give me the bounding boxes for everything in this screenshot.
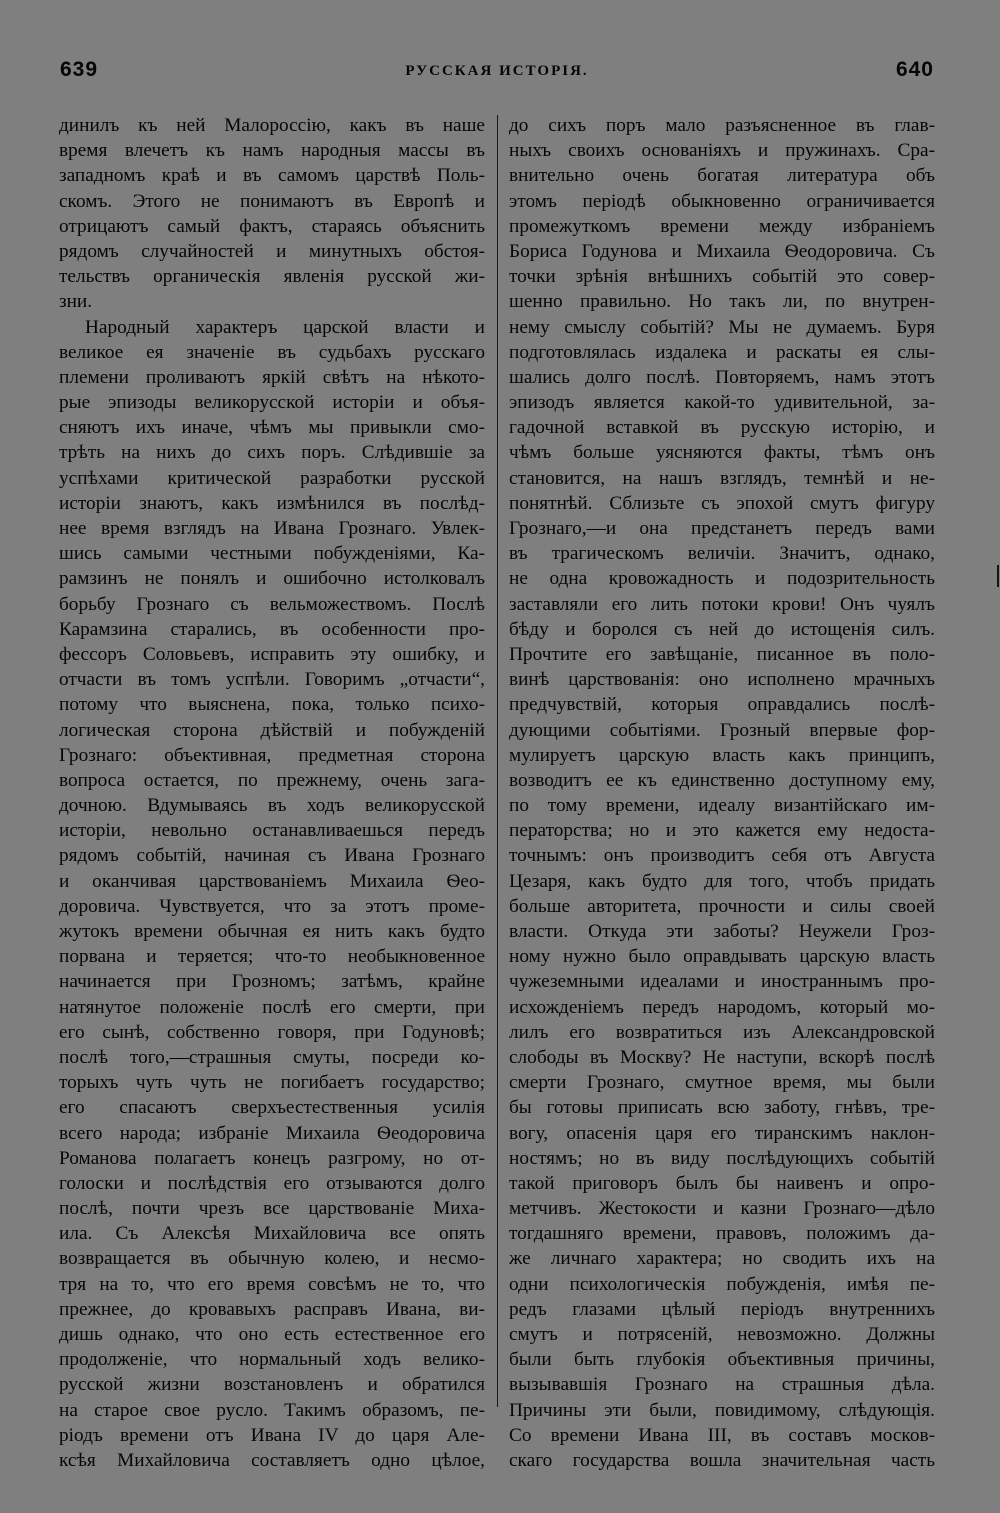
text-line: становится, на нашъ взглядъ, темнѣй и не- (509, 467, 935, 489)
text-line: динилъ къ ней Малороссію, какъ въ наше (59, 115, 485, 136)
text-line: ностямъ; но въ виду послѣдующихъ событій (509, 1147, 935, 1169)
text-line: рые эпизоды великорусской исторіи и объя- (59, 392, 485, 414)
text-line: ксѣя Михайловича составляетъ одно цѣлое, (59, 1449, 485, 1471)
left-text-column (59, 113, 485, 1473)
text-line: фессоръ Соловьевъ, исправить эту ошибку, и (59, 643, 485, 665)
text-line: время влечетъ къ намъ народныя массы въ (59, 140, 485, 162)
text-line: отчасти въ томъ успѣли. Говоримъ „отчасти“, (59, 669, 485, 691)
text-line: порвана и теряется; что-то необыкновенное (59, 946, 485, 968)
text-line: этомъ періодѣ обыкновенно ограничивается (509, 190, 935, 212)
right-text-column (509, 113, 935, 1473)
text-line: Причины эти были, повидимому, слѣдующія. (509, 1399, 935, 1421)
text-line: исторіи знаютъ, какъ измѣнился въ послѣд- (59, 492, 485, 514)
text-line: исторіи, невольно останавливаешься передъ (59, 820, 485, 842)
text-line: шались долго послѣ. Повторяемъ, намъ этотъ (509, 366, 935, 388)
text-line: шенно правильно. Но такъ ли, по внутрен- (509, 291, 935, 313)
text-line: жутокъ времени обычная ея нить какъ будто (59, 921, 485, 942)
text-line: возвращается въ обычную колею, и несмо- (59, 1248, 485, 1270)
text-line: возводитъ ее къ единственно доступному ему, (509, 769, 935, 791)
text-line: дочною. Вдумываясь въ ходъ великорусской (59, 795, 485, 817)
text-line: его спасаютъ сверхъестественныя усилія (59, 1097, 485, 1119)
text-line: одни психологическія побужденія, имѣя пе- (509, 1273, 935, 1295)
text-line: такой приговоръ былъ бы наивенъ и опро- (509, 1172, 935, 1194)
text-line: всего народа; избраніе Михаила Ѳеодоровича (59, 1122, 485, 1144)
text-line: бы готовы приписать всю заботу, гнѣвъ, тре- (509, 1097, 935, 1119)
text-line: доровича. Чувствуется, что за этотъ проме- (59, 895, 485, 917)
text-line: винѣ царствованія: оно исполнено мрачныхъ (509, 669, 935, 691)
text-line: трѣть на нихъ до сихъ поръ. Слѣдившіе за (59, 442, 485, 464)
text-line: ному нужно было оправдывать царскую власть (509, 946, 935, 968)
text-line: Грознаго: объективная, предметная сторона (59, 744, 485, 766)
text-line: эпизодъ является какой-то удивительной, за- (509, 392, 935, 414)
text-line: его сынѣ, собственно говоря, при Годуновѣ; (59, 1021, 485, 1043)
text-line: мулируетъ царскую власть какъ принципъ, (509, 744, 935, 766)
text-line: и оканчивая царствованіемъ Михаила Ѳео- (59, 870, 485, 892)
text-line: дующими событіями. Грозный впервые фор- (509, 719, 935, 741)
text-line: власти. Откуда эти заботы? Неужели Гроз- (509, 921, 935, 942)
text-line: тря на то, что его время совсѣмъ не то, что (59, 1273, 485, 1295)
text-line: нее время взглядъ на Ивана Грознаго. Увлек- (59, 518, 485, 539)
text-line: западномъ краѣ и въ самомъ царствѣ Поль- (59, 165, 485, 187)
text-line: Грознаго,—и она предстанетъ передъ вами (509, 518, 935, 539)
text-line: Прочтите его завѣщаніе, писанное въ поло- (509, 643, 935, 665)
text-line: натянутое положеніе послѣ его смерти, при (59, 996, 485, 1018)
text-line: метчивъ. Жестокости и казни Грознаго—дѣло (509, 1198, 935, 1220)
text-line: шись самыми честными побужденіями, Ка- (59, 543, 485, 565)
text-line: тельствъ органическія явленія русской жи- (59, 266, 485, 288)
text-line: скаго государства вошла значительная часть (509, 1449, 935, 1471)
text-line: племени проливаютъ яркій свѣтъ на нѣкото- (59, 366, 485, 388)
text-line: не одна кровожадность и подозрительность (509, 568, 935, 590)
text-line: вызывавшія Грознаго на страшныя дѣла. (509, 1374, 935, 1396)
text-line: больше авторитета, прочности и силы своей (509, 895, 935, 917)
text-line: ріодъ времени отъ Ивана IV до царя Але- (59, 1424, 485, 1446)
text-line: прежнее, до кровавыхъ расправъ Ивана, ви- (59, 1298, 485, 1320)
text-line: рядомъ событій, начиная съ Ивана Грознаго (59, 845, 485, 867)
text-line: Бориса Годунова и Михаила Ѳеодоровича. Съ (509, 240, 935, 262)
text-line: Цезаря, какъ будто для того, чтобъ придать (509, 870, 935, 892)
text-line: зни. (59, 291, 93, 313)
text-line: голоски и послѣдствія его отзываются долго (59, 1172, 485, 1194)
text-line: слободы въ Москву? Не наступи, вскорѣ послѣ (509, 1046, 935, 1068)
text-line: потому что выяснена, пока, только психо- (59, 694, 485, 716)
text-line: ныхъ своихъ основаніяхъ и пружинахъ. Сра- (509, 140, 935, 162)
text-line: точки зрѣнія внѣшнихъ событій это совер- (509, 266, 935, 288)
text-line: великое ея значеніе въ судьбахъ русскаго (59, 341, 485, 363)
text-line: чѣмъ больше уясняются факты, тѣмъ онъ (509, 442, 935, 464)
page-header (60, 58, 934, 88)
running-title: РУССКАЯ ИСТОРІЯ. (405, 63, 589, 79)
text-line: нему смыслу событій? Мы не думаемъ. Буря (509, 316, 935, 338)
text-line: промежуткомъ времени между избраніемъ (509, 215, 935, 237)
text-line: ператорства; но и это кажется ему недоста- (509, 820, 935, 842)
text-line: гадочной вставкой въ русскую исторію, и (509, 417, 935, 439)
text-line: успѣхами критической разработки русской (59, 467, 485, 489)
text-line: бѣду и боролся съ ней до истощенія силъ. (509, 618, 935, 640)
text-line: послѣ, почти чрезъ все царствованіе Миха- (59, 1198, 485, 1220)
text-line: вопроса остается, по прежнему, очень зага- (59, 769, 485, 791)
text-line: логическая сторона дѣйствій и побужденій (59, 719, 485, 741)
text-line: русской жизни возстановленъ и обратился (59, 1374, 485, 1396)
text-line: редъ глазами цѣлый періодъ внутреннихъ (509, 1298, 935, 1320)
text-line: ила. Съ Алексѣя Михайловича все опять (59, 1223, 485, 1245)
text-line: въ трагическомъ величіи. Значитъ, однако, (509, 543, 935, 565)
text-line: начинается при Грозномъ; затѣмъ, крайне (59, 971, 485, 993)
text-line: смерти Грознаго, смутное время, мы были (509, 1072, 935, 1094)
text-line: предчувствій, которыя оправдались послѣ- (509, 694, 935, 716)
text-line: заставляли его лить потоки крови! Онъ чуялъ (509, 593, 935, 615)
text-line: лилъ его возвратиться изъ Александровской (509, 1021, 935, 1043)
margin-mark (997, 565, 999, 587)
text-line: рамзинъ не понялъ и ошибочно истолковалъ (59, 568, 485, 590)
text-line: рядомъ случайностей и минутныхъ обстоя- (59, 240, 485, 262)
text-line: внительно очень богатая литература объ (509, 165, 935, 187)
text-line: послѣ того,—страшныя смуты, посреди ко- (59, 1046, 485, 1068)
text-line: сняютъ ихъ иначе, чѣмъ мы привыкли смо- (59, 417, 485, 439)
text-line: Со времени Ивана III, въ составъ москов- (509, 1424, 935, 1446)
text-line: понятнѣй. Сблизьте съ эпохой смутъ фигуру (509, 492, 935, 514)
text-line: Романова полагаетъ конецъ разгрому, но от- (59, 1147, 485, 1169)
text-line: же личнаго характера; но сводить ихъ на (509, 1248, 935, 1270)
text-line: отрицаютъ самый фактъ, стараясь объяснить (59, 215, 485, 237)
text-line: были быть глубокія объективныя причины, (509, 1349, 935, 1371)
text-line: по тому времени, идеалу византійскаго им- (509, 795, 935, 817)
text-line: чужеземными идеалами и иностраннымъ про- (509, 971, 935, 993)
text-line: точнымъ: онъ производитъ себя отъ Августа (509, 845, 935, 867)
text-line: на старое свое русло. Такимъ образомъ, пе- (59, 1399, 485, 1421)
text-line: скомъ. Этого не понимаютъ въ Европѣ и (59, 190, 485, 212)
text-line: торыхъ чуть чуть не погибаетъ государство; (59, 1072, 485, 1094)
text-line: Народный характеръ царской власти и (85, 316, 485, 338)
text-line: Карамзина старались, въ особенности про- (59, 618, 485, 640)
text-line: вогу, опасенія царя его тиранскимъ наклон- (509, 1122, 935, 1144)
left-page-number: 639 (60, 58, 99, 81)
text-line: тогдашняго времени, правовъ, положимъ да- (509, 1223, 935, 1245)
text-line: до сихъ поръ мало разъясненное въ глав- (509, 115, 935, 136)
column-divider (497, 115, 498, 1407)
text-line: борьбу Грознаго съ вельможествомъ. Послѣ (59, 593, 485, 615)
text-line: дишь однако, что оно есть естественное его (59, 1324, 485, 1345)
right-page-number: 640 (895, 58, 934, 81)
text-line: подготовлялась издалека и раскаты ея слы- (509, 341, 935, 363)
text-line: смутъ и потрясеній, невозможно. Должны (509, 1324, 935, 1345)
text-line: продолженіе, что нормальный ходъ велико- (59, 1349, 485, 1371)
text-line: исхожденіемъ передъ народомъ, который мо- (509, 996, 935, 1018)
